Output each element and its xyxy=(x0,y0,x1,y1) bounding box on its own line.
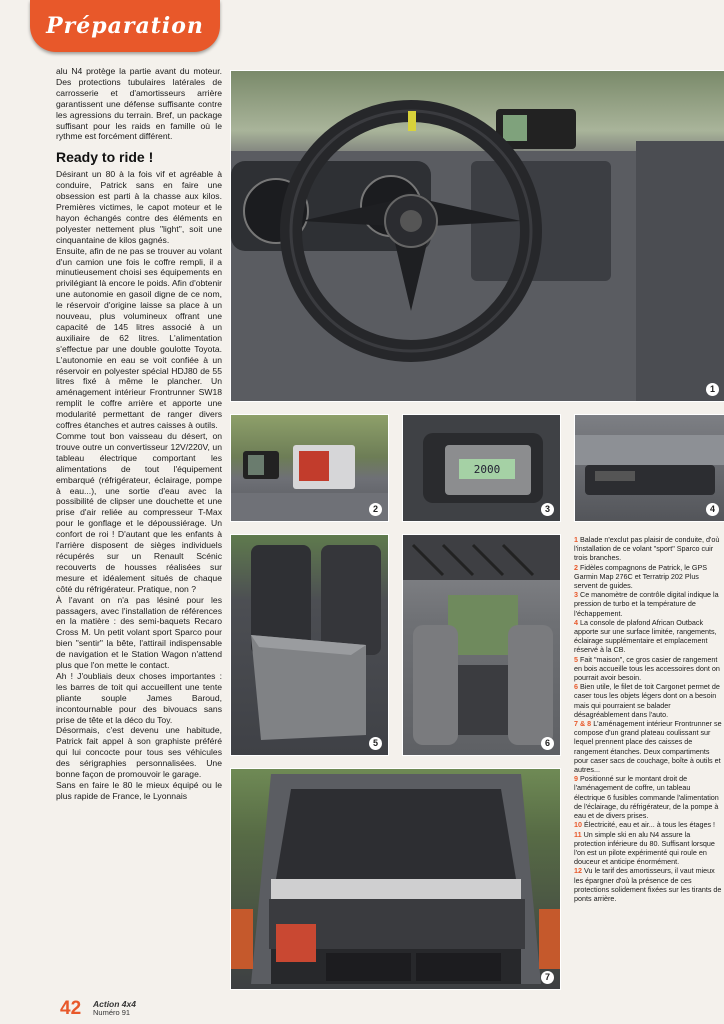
photo-number: 2 xyxy=(369,503,382,516)
photo-number: 3 xyxy=(541,503,554,516)
svg-text:2000: 2000 xyxy=(473,463,501,476)
page-number: 42 xyxy=(60,998,82,1019)
photo-number: 6 xyxy=(541,737,554,750)
section-label: Préparation xyxy=(46,13,204,39)
caption-item: 6 Bien utile, le filet de toit Cargonet permet de caser tous les objets légers dont on a besoin mais qui pourraient se balader désagréablement dans l'auto. xyxy=(574,682,720,719)
photo-number: 7 xyxy=(541,971,554,984)
bin-illustration xyxy=(231,535,388,755)
steering-wheel-illustration xyxy=(231,71,724,401)
console-illustration xyxy=(575,415,724,521)
article-paragraph: Sans en faire le 80 le mieux équipé ou le plus rapide de France, le Lyonnais xyxy=(56,780,222,801)
caption-item: 4 La console de plafond African Outback apporte sur une surface limitée, rangements, éclairage supplémentaire et emplacement réservé à la CB. xyxy=(574,617,717,655)
caption-item: 9 Positionné sur le montant droit de l'aménagement de coffre, un tableau électrique 6 fusibles commande l'alimentation de l'éclairage, du réfrigérateur, de la pompe à eau et de divers prises. xyxy=(574,774,719,821)
photo-gps-units xyxy=(230,414,389,522)
caption-item: 1 Balade n'exclut pas plaisir de conduite, d'où l'installation de ce volant "sport" Sparco cuir trois branches. xyxy=(574,535,720,563)
caption-item: 10 Électricité, eau et air... à tous les étages ! xyxy=(574,820,716,830)
gauge-illustration xyxy=(403,415,560,521)
photo-captions xyxy=(574,535,722,903)
section-badge xyxy=(30,0,220,52)
cargo-illustration xyxy=(231,769,560,989)
photo-number: 5 xyxy=(369,737,382,750)
caption-item: 2 Fidèles compagnons de Patrick, le GPS Garmin Map 276C et Terratrip 202 Plus servent de guides. xyxy=(574,562,708,591)
photo-rear-seats xyxy=(402,534,561,756)
gps-illustration xyxy=(231,415,388,521)
article-intro: alu N4 protège la partie avant du moteur. Des protections tubulaires latérales de carrosserie et d'amortisseurs arrière garantissent une défense suffisante contre les agressions du terrain. Bref, un package suffisant pour les raids en famille où le rythme est forcément différent. xyxy=(56,66,222,142)
article-paragraph: Ensuite, afin de ne pas se trouver au volant d'un camion une fois le coffre rempli, il a minutieusement choisi ses équipements en privilégiant là encore le poids. Afin d'obtenir une autonomie en gasoil digne de ce nom, le réservoir d'origine laisse sa place à un nouveau, plus volumineux offrant une capacité de 145 litres associé à un auxiliaire de 62 litres. L'alimentation s'effectue par une double goulotte Toyota. L'autonomie en eau se voit confiée à un réservoir en polyester spécial HDJ80 de 55 litres fixé à même le plancher. Un aménagement intérieur Frontrunner SW18 remplit le coffre arrière et apporte une modularité permettant de ranger divers coffres étanches et autres caisses à outils. xyxy=(56,245,222,431)
caption-item: 5 Fait "maison", ce gros casier de rangement en bois accueille tous les accessoires dont on pourrait avoir besoin. xyxy=(574,654,720,683)
issue-number: Numéro 91 xyxy=(93,1007,131,1017)
article-heading: Ready to ride ! xyxy=(56,149,154,166)
article-paragraph: Ah ! J'oubliais deux choses importantes : les barres de toit qui accueillent une tente pliante souple James Baroud, incontournable pour des bivouacs sans prise de tête et la déco du Toy. xyxy=(56,670,222,725)
magazine-title: Action 4x4 xyxy=(93,999,136,1009)
magazine-info xyxy=(93,1000,136,1017)
seats-illustration xyxy=(403,535,560,755)
caption-item: 7 & 8 L'aménagement intérieur Frontrunner se compose d'un grand plateau coulissant sur lequel prennent place des caisses de rangement étanches. Deux compartiments pour caser sacs de couchage, boîte à outils et autres... xyxy=(574,719,722,775)
article-paragraph: À l'avant on n'a pas lésiné pour les passagers, avec l'installation de références en la matière : des semi-baquets Recaro Cross M. Un petit volant sport Sparco pour bien "sentir" la bête, l'attirail indispensable de navigation et le Station Wagon n'attend plus que l'on mette le contact. xyxy=(56,594,222,671)
photo-rear-cargo xyxy=(230,768,561,990)
article-paragraph: Comme tout bon vaisseau du désert, on trouve outre un convertisseur 12V/220V, un tableau électrique comportant les alimentations de tout l'équipement embarqué (réfrigérateur, éclairage, pompe à eau...), une sortie d'eau avec la possibilité de clipser une douchette et une prise d'air reliée au compresseur T-Max pour le gonflage et le dépoussiérage. Un confort de roi ! D'autant que les enfants à l'arrière disposent de sièges individuels récupérés sur un Renault Scénic recouverts de housses réalisées sur mesure et idéalement situés de chaque côté du réfrigérateur. Pratique, non ? xyxy=(56,431,222,594)
photo-roof-console xyxy=(574,414,724,522)
article-paragraph: Désirant un 80 à la fois vif et agréable à conduire, Patrick sans en faire une obsession est parti à la chasse aux kilos. Premières victimes, le capot moteur et le hayon échangés contre des éléments en polyester nettement plus "light", soit une cinquantaine de kilos gagnés. xyxy=(56,169,222,245)
photo-number: 4 xyxy=(706,503,719,516)
caption-item: 12 Vu le tarif des amortisseurs, il vaut mieux les épargner d'où la présence de ces protections solidement fixées sur les tirants de ponts arrière. xyxy=(574,866,722,903)
article-column xyxy=(56,66,222,802)
photo-number: 1 xyxy=(706,383,719,396)
caption-item: 11 Un simple ski en alu N4 assure la protection inférieure du 80. Suffisant lorsque l'on est un pilote expérimenté qui roule en douceur et anticipe énormément. xyxy=(574,829,715,867)
photo-steering-wheel xyxy=(230,70,724,402)
photo-pressure-gauge xyxy=(402,414,561,522)
article-paragraph: Désormais, c'est devenu une habitude, Patrick fait appel à son graphiste préféré qui lui concocte pour tous ses véhicules des sérigraphies personnalisées. Une bonne façon de promouvoir le garage. xyxy=(56,725,222,780)
caption-item: 3 Ce manomètre de contrôle digital indique la pression de turbo et la température de l'échappement. xyxy=(574,590,719,618)
photo-storage-bin xyxy=(230,534,389,756)
